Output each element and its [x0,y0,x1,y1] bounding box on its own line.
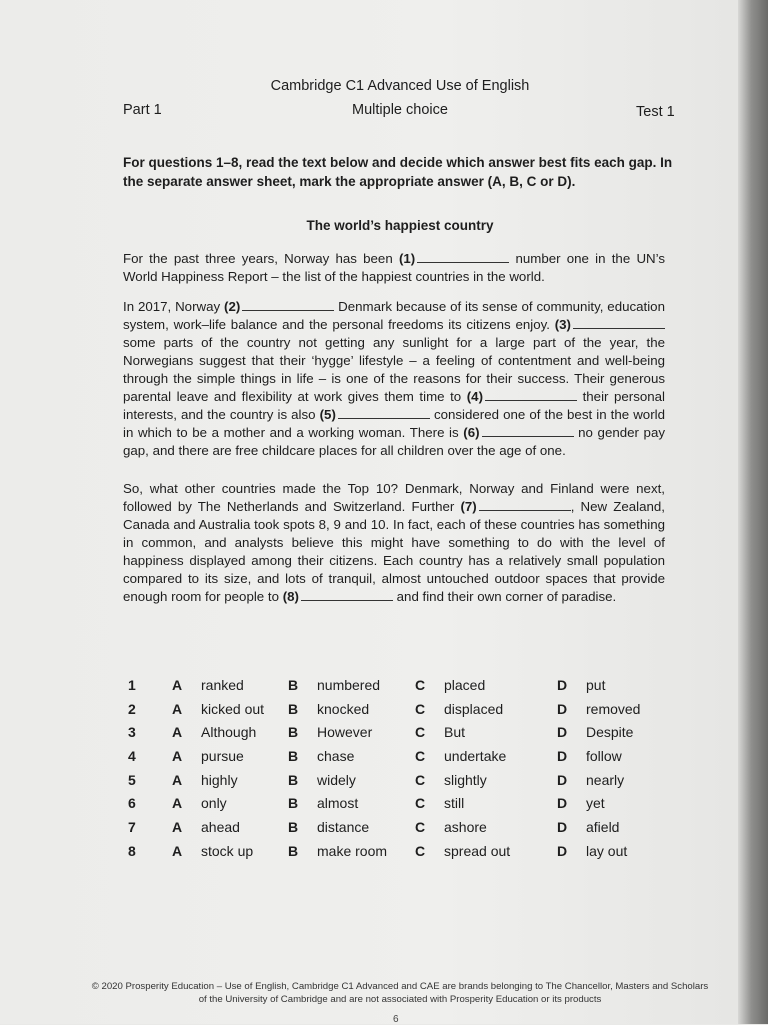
option-letter-b[interactable]: B [288,818,299,835]
book-spine-shadow [738,0,768,1024]
page-number: 6 [393,1014,399,1025]
option-b[interactable]: distance [317,818,370,835]
option-d[interactable]: Despite [586,724,634,741]
instructions: For questions 1–8, read the text below and decide which answer best fits each gap. In the separate answer sheet, mark the appropriate answer (A, B, C or D). [123,155,673,189]
copyright-footer: © 2020 Prosperity Education – Use of English, Cambridge C1 Advanced and CAE are brands belonging to The Chancellor, Masters and Scholars of the University of Cambridge and are not associated with Prosperity Education or its products [91,981,709,1005]
option-c[interactable]: ashore [444,818,487,835]
gap-marker: (4) [466,389,484,404]
option-d[interactable]: put [586,676,606,693]
option-c[interactable]: displaced [444,700,504,717]
option-c[interactable]: But [444,724,466,741]
gap-line [417,251,509,263]
question-number[interactable]: 5 [128,771,136,788]
option-letter-a[interactable]: A [172,842,183,859]
option-letter-d[interactable]: D [557,795,568,812]
option-letter-d[interactable]: D [557,747,568,764]
option-letter-c[interactable]: C [415,676,426,693]
gap-line [301,589,393,601]
option-letter-d[interactable]: D [557,818,568,835]
question-number[interactable]: 1 [128,676,136,693]
gap-marker: (6) [463,425,480,440]
question-number[interactable]: 6 [128,795,136,812]
option-row-3 [122,720,666,744]
option-letter-c[interactable]: C [415,771,426,788]
option-c[interactable]: still [444,795,465,812]
option-letter-c[interactable]: C [415,700,426,717]
option-letter-a[interactable]: A [172,747,183,764]
question-number[interactable]: 3 [128,724,136,741]
option-letter-d[interactable]: D [557,842,568,859]
test-label: Test 1 [636,104,675,120]
option-row-6 [122,791,666,815]
option-row-2 [122,697,666,721]
option-a[interactable]: Although [201,724,257,741]
option-row-4 [122,744,666,768]
option-letter-a[interactable]: A [172,818,183,835]
part-label: Part 1 [123,102,162,118]
answer-options-table [122,673,666,863]
option-letter-c[interactable]: C [415,818,426,835]
exam-title: Cambridge C1 Advanced Use of English [270,78,530,94]
gap-line [485,389,577,401]
article-paragraph-3: So, what other countries made the Top 10? Denmark, Norway and Finland were next, followed by The Netherlands and Switzerland. Further (7) , New Zealand, Canada and Australia took spots 8, 9 and 10. In fact, each of these countries has something in common, and analysts believe this might have something to do with the level of happiness displayed among their citizens. Each country has a relatively small population compared to its size, and lots of tranquil, almost untouched outdoor spaces that provide enough room for people to (8) and find their own corner of paradise. [123,481,665,604]
option-a[interactable]: ranked [201,676,244,693]
option-a[interactable]: ahead [201,818,240,835]
option-b[interactable]: almost [317,795,359,812]
option-c[interactable]: spread out [444,842,511,859]
option-a[interactable]: pursue [201,747,244,764]
option-letter-b[interactable]: B [288,771,299,788]
article-paragraph-2: In 2017, Norway (2) Denmark because of its sense of community, education system, work–life balance and the personal freedoms its citizens enjoy. (3) some parts of the country not getting any sunlight for a large part of the year, the Norwegians suggest that their ‘hygge’ lifestyle – a feeling of contentment and well-being through the simple things in life – is one of the reasons for their success. Their generous parental leave and flexibility at work gives them time to (4) their personal interests, and the country is also (5) considered one of the best in the world in which to be a mother and a working woman. There is (6) no gender pay gap, and there are free childcare places for all children over the age of one. [123,299,665,458]
option-letter-d[interactable]: D [557,700,568,717]
option-letter-a[interactable]: A [172,724,183,741]
option-c[interactable]: placed [444,676,486,693]
option-d[interactable]: removed [586,700,641,717]
gap-marker: (5) [319,407,336,422]
article-title: The world’s happiest country [306,218,494,233]
option-letter-a[interactable]: A [172,771,183,788]
gap-marker: (8) [282,589,299,604]
option-letter-a[interactable]: A [172,676,183,693]
option-b[interactable]: chase [317,747,355,764]
gap-line [338,407,430,419]
gap-marker: (1) [398,251,416,266]
option-a[interactable]: stock up [201,842,254,859]
option-b[interactable]: However [317,724,373,741]
option-letter-b[interactable]: B [288,795,299,812]
option-letter-c[interactable]: C [415,842,426,859]
gap-marker: (7) [460,499,477,514]
option-d[interactable]: afield [586,818,620,835]
option-d[interactable]: nearly [586,771,625,788]
option-b[interactable]: knocked [317,700,370,717]
option-b[interactable]: numbered [317,676,381,693]
question-number[interactable]: 2 [128,700,136,717]
question-number[interactable]: 8 [128,842,136,859]
option-letter-c[interactable]: C [415,795,426,812]
option-letter-a[interactable]: A [172,795,183,812]
option-letter-d[interactable]: D [557,771,568,788]
option-row-5 [122,768,666,792]
option-d[interactable]: follow [586,747,622,764]
option-letter-b[interactable]: B [288,700,299,717]
option-letter-b[interactable]: B [288,747,299,764]
option-a[interactable]: only [201,795,227,812]
option-letter-d[interactable]: D [557,724,568,741]
article-paragraph-1: For the past three years, Norway has been (1) number one in the UN’s World Happiness Report – the list of the happiest countries in the world. [123,251,666,284]
option-letter-c[interactable]: C [415,724,426,741]
option-b[interactable]: widely [317,771,356,788]
gap-marker: (2) [224,299,241,314]
gap-marker: (3) [554,317,571,332]
gap-line [479,499,571,511]
option-c[interactable]: slightly [444,771,487,788]
option-letter-c[interactable]: C [415,747,426,764]
option-letter-b[interactable]: B [288,842,299,859]
gap-line [242,299,334,311]
option-c[interactable]: undertake [444,747,507,764]
question-number[interactable]: 7 [128,818,136,835]
option-a[interactable]: highly [201,771,238,788]
gap-line [482,425,574,437]
option-row-1 [122,673,666,697]
option-letter-b[interactable]: B [288,676,299,693]
section-subtitle: Multiple choice [352,102,448,118]
gap-line [573,317,665,329]
option-a[interactable]: kicked out [201,700,265,717]
option-row-7 [122,815,666,839]
option-d[interactable]: lay out [586,842,628,859]
option-row-8 [122,839,666,863]
question-number[interactable]: 4 [128,747,136,764]
option-d[interactable]: yet [586,795,605,812]
option-letter-d[interactable]: D [557,676,568,693]
option-letter-b[interactable]: B [288,724,299,741]
option-b[interactable]: make room [317,842,388,859]
option-letter-a[interactable]: A [172,700,183,717]
